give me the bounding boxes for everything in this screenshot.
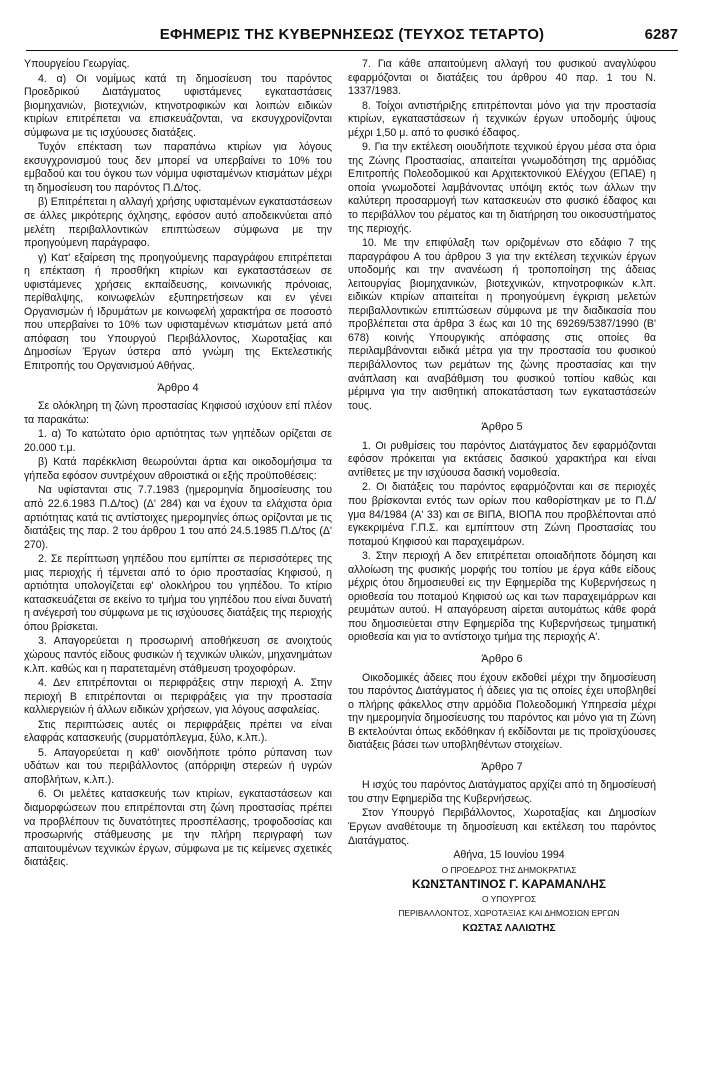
ministry-name: ΠΕΡΙΒΑΛΛΟΝΤΟΣ, ΧΩΡΟΤΑΞΙΑΣ ΚΑΙ ΔΗΜΟΣΙΩΝ ΕΡΓΩΝ — [398, 908, 620, 919]
signature-date: Αθήνα, 15 Ιουνίου 1994 — [453, 849, 565, 862]
paragraph: Οικοδομικές άδειες που έχουν εκδοθεί μέχρι την δημοσίευση του παρόντος Διατάγματος ή άδειες για τις οποίες έχει υποβληθεί ο πλήρης φάκελλος στην αρμόδια Πολεοδομική Υπηρεσία μέχρι την ημερομηνία δημοσίευσης του παρόντος και μόνο για τη Ζώνη Β εκτελούνται όπως εκδόθηκαν ή εκδίδονται με τις προϊσχύουσες διατάξεις βάσει των υποβληθέντων στοιχείων. — [348, 671, 656, 752]
article-6-heading: Άρθρο 6 — [481, 652, 523, 665]
paragraph: Τυχόν επέκταση των παραπάνω κτιρίων για λόγους εκσυγχρονισμού τους δεν μπορεί να υπερβαίνει το 10% του εμβαδού και του όγκου των νόμιμα υφισταμένων κτισμάτων μέχρι τη δημοσίευση του παρόντος Π.Δ/τος. — [24, 141, 332, 194]
paragraph: 3. Στην περιοχή Α δεν επιτρέπεται οποιαδήποτε δόμηση και αλλοίωση της φυσικής μορφής του τοπίου με έργα κάθε είδους μέχρις ότου δημοσιευθεί εις την Εφημερίδα της Κυβερνήσεως η οριοθεσία του ποταμού Κηφισού ως και των παραχειμάρρων και ρευμάτων αυτού. Η απαγόρευση αίρεται αυτομάτως κάθε φορά που δημοσιεύεται στην Εφημερίδα της Κυβερνήσεως τμηματική οριοθεσία και για το αντίστοιχο τμήμα της περιοχής Α'. — [348, 550, 656, 644]
paragraph: 4. α) Οι νομίμως κατά τη δημοσίευση του παρόντος Προεδρικού Διατάγματος υφιστάμενες εγκαταστάσεις βιομηχανιών, βιοτεχνιών, κτηνοτροφικών και λοιπών ειδικών κτιρίων επιτρέπεται να επισκευάζονται, να εκσυγχρονίζονται σύμφωνα με τις ισχύουσες διατάξεις. — [24, 72, 332, 139]
paragraph: γ) Κατ' εξαίρεση της προηγούμενης παραγράφου επιτρέπεται η επέκταση ή προσθήκη κτιρίων και εγκαταστάσεων σε υφιστάμενες χρήσεις εκπαίδευσης, κοινωνικής πρόνοιας, περίθαλψης, κοινωφελών εξυπηρετήσεων και εν γένει Οργανισμών ή Ιδρυμάτων με κοινωφελή χαρακτήρα σε ποσοστό που υπερβαίνει το 10% των υφισταμένων κτισμάτων μετά από απόφαση του Υπουργού Περιβάλλοντος, Χωροταξίας και Δημοσίων Έργων ύστερα από γνώμη της Εκτελεστικής Επιτροπής του Οργανισμού Αθήνας. — [24, 251, 332, 373]
paragraph: 2. Οι διατάξεις του παρόντος εφαρμόζονται και σε περιοχές που βρίσκονται εντός των ορίων που καθορίστηκαν με το Π.Δ/γμα 84/1984 (Α' 33) και σε ΒΙΠΑ, ΒΙΟΠΑ που προβλέπονται από εγκεκριμένα Γ.Π.Σ. και εμπίπτουν στη Ζώνη Προστασίας του ποταμού Κηφισού και παραχειμάρων. — [348, 481, 656, 548]
paragraph: 4. Δεν επιτρέπονται οι περιφράξεις στην περιοχή Α. Στην περιοχή Β επιτρέπονται οι περιφράξεις για την προστασία καλλιεργειών ή άλλων ειδικών χρήσεων, για λόγους ασφαλείας. — [24, 677, 332, 717]
paragraph: 1. α) Το κατώτατο όριο αρτιότητας των γηπέδων ορίζεται σε 20.000 τ.μ. — [24, 428, 332, 454]
gazette-title: ΕΦΗΜΕΡΙΣ ΤΗΣ ΚΥΒΕΡΝΗΣΕΩΣ (ΤΕΥΧΟΣ ΤΕΤΑΡΤΟ) — [159, 26, 545, 43]
signature-block — [348, 849, 656, 935]
article-7-heading: Άρθρο 7 — [481, 760, 523, 773]
paragraph: 8. Τοίχοι αντιστήριξης επιτρέπονται μόνο για την προστασία κτιρίων, εγκαταστάσεων ή τεχνικών έργων υποδομής ύψους μέχρι 1,50 μ. από το φυσικό έδαφος. — [348, 99, 656, 139]
paragraph: 2. Σε περίπτωση γηπέδου που εμπίπτει σε περισσότερες της μιας περιοχής ή τέμνεται από το όριο προστασίας Κηφισού, η αρτιότητα υπολογίζεται εφ' ολοκλήρου του γηπέδου. Το κτίριο κατασκευάζεται σε εκείνο το τμήμα του γηπέδου που είναι δυνατή η ανέγερσή του σύμφωνα με τις ισχύουσες διατάξεις της περιοχής όπου βρίσκεται. — [24, 553, 332, 633]
paragraph: 3. Απαγορεύεται η προσωρινή αποθήκευση σε ανοιχτούς χώρους παντός είδους φυσικών ή τεχνικών υλικών, μηχανημάτων κ.λπ. καθώς και η παρατεταμένη στάθμευση τροχοφόρων. — [24, 635, 332, 675]
paragraph: Υπουργείου Γεωργίας. — [24, 58, 130, 70]
paragraph: Στις περιπτώσεις αυτές οι περιφράξεις πρέπει να είναι ελαφράς κατασκευής (συρματόπλεγμα, ξύλο, κ.λπ.). — [24, 718, 332, 745]
minister-label: Ο ΥΠΟΥΡΓΟΣ — [481, 893, 537, 904]
page-header — [26, 20, 678, 51]
paragraph: 10. Με την επιφύλαξη των οριζομένων στο εδάφιο 7 της παραγράφου Α του άρθρου 3 για την εκτέλεση τεχνικών έργων υποδομής και την ανανέωση ή τροποποίηση της άδειας λειτουργίας βιομηχανικών, βιοτεχνικών, κτηνοτροφικών κ.λπ. ειδικών κτιρίων απαιτείται η προηγούμενη έγκριση μελετών περιβαλλοντικών επιπτώσεων σύμφωνα με την διαδικασία που προβλέπεται στα άρθρα 3 έως και 10 της 69269/5387/1990 (Β' 678) κοινής Υπουργικής απόφασης στις οποίες θα περιλαμβάνονται ειδικά μέτρα για την προστασία του φυσικού περιβάλλοντος των ρεμάτων της ζώνης προστασίας και την ανάπλαση και αναβάθμιση του φυσικού τοπίου καθώς και μέριμνα για την αισθητική αποκατάσταση των εγκαταστάσεών τους. — [348, 237, 656, 412]
article-5-heading: Άρθρο 5 — [481, 421, 523, 434]
right-column — [348, 58, 656, 936]
article-4-heading: Άρθρο 4 — [157, 381, 199, 394]
paragraph: 1. Οι ρυθμίσεις του παρόντος Διατάγματος δεν εφαρμόζονται εφόσον πρόκειται για εκτάσεις δασικού χαρακτήρα και είναι αντίθετες με την ισχύουσα δασική νομοθεσία. — [348, 439, 656, 479]
paragraph: β) Επιτρέπεται η αλλαγή χρήσης υφισταμένων εγκαταστάσεων σε άλλες μικρότερης όχλησης, εφόσον αυτό αποδεικνύεται από μελέτη περιβαλλοντικών επιπτώσεων σύμφωνα με την προηγούμενη παράγραφο. — [24, 196, 332, 250]
paragraph: Σε ολόκληρη τη ζώνη προστασίας Κηφισού ισχύουν επί πλέον τα παρακάτω: — [24, 400, 332, 426]
left-column — [24, 58, 332, 871]
paragraph: 6. Οι μελέτες κατασκευής των κτιρίων, εγκαταστάσεων και διαμορφώσεων που επιτρέπονται στη ζώνη προστασίας πρέπει να προβλέπουν τις δυνατότητες προσπέλασης, τροφοδοσίας και προσωρινής στάθμευσης με την πλήρη περιγραφή των απαιτουμένων τεχνικών έργων, σύμφωνα με τις κείμενες σχετικές διατάξεις. — [24, 788, 332, 869]
paragraph: 9. Για την εκτέλεση οιουδήποτε τεχνικού έργου μέσα στα όρια της Ζώνης Προστασίας, απαιτείται γνωμοδότηση της αρμόδιας Επιτροπής Πολεοδομικού και Αρχιτεκτονικού Ελέγχου (ΕΠΑΕ) η οποία γνωμοδοτεί λαμβάνοντας υπόψη εκτός των άλλων την καλύτερη προσαρμογή των κατασκευών στο φυσικό έδαφος και το περιβάλλον του ρέματος και τη διατήρηση του οικοσυστήματος της περιοχής. — [348, 141, 656, 235]
paragraph: Στον Υπουργό Περιβάλλοντος, Χωροταξίας και Δημοσίων Έργων αναθέτουμε τη δημοσίευση και εκτέλεση του παρόντος Διατάγματος. — [348, 807, 656, 847]
page-number: 6287 — [644, 26, 678, 43]
president-title: Ο ΠΡΟΕΔΡΟΣ ΤΗΣ ΔΗΜΟΚΡΑΤΙΑΣ — [441, 864, 577, 875]
minister-name: ΚΩΣΤΑΣ ΛΑΛΙΩΤΗΣ — [462, 922, 556, 934]
president-name: ΚΩΝΣΤΑΝΤΙΝΟΣ Γ. ΚΑΡΑΜΑΝΛΗΣ — [412, 877, 606, 892]
paragraph: Να υφίστανται στις 7.7.1983 (ημερομηνία δημοσίευσης του από 22.6.1983 Π.Δ/τος) (Δ' 284) και να έχουν τα ελάχιστα όρια αρτιότητας κατά τις αντίστοιχες ημερομηνίες όπως ορίζονται με τις διατάξεις της παρ. 2 του άρθρου 1 του από 24.5.1985 Π.Δ/τος (Δ' 270). — [24, 484, 332, 551]
paragraph: Η ισχύς του παρόντος Διατάγματος αρχίζει από τη δημοσίευσή του στην Εφημερίδα της Κυβερνήσεως. — [348, 779, 656, 805]
paragraph: 5. Απαγορεύεται η καθ' οιονδήποτε τρόπο ρύπανση των υδάτων και του περιβάλλοντος (απόρριψη στερεών ή υγρών αποβλήτων, κ.λπ.). — [24, 746, 332, 786]
paragraph: 7. Για κάθε απαιτούμενη αλλαγή του φυσικού αναγλύφου εφαρμόζονται οι διατάξεις του άρθρου 40 παρ. 1 του Ν. 1337/1983. — [348, 58, 656, 98]
paragraph: β) Κατά παρέκκλιση θεωρούνται άρτια και οικοδομήσιμα τα γήπεδα εφόσον συντρέχουν αθροιστικά οι εξής προϋποθέσεις: — [24, 456, 332, 482]
